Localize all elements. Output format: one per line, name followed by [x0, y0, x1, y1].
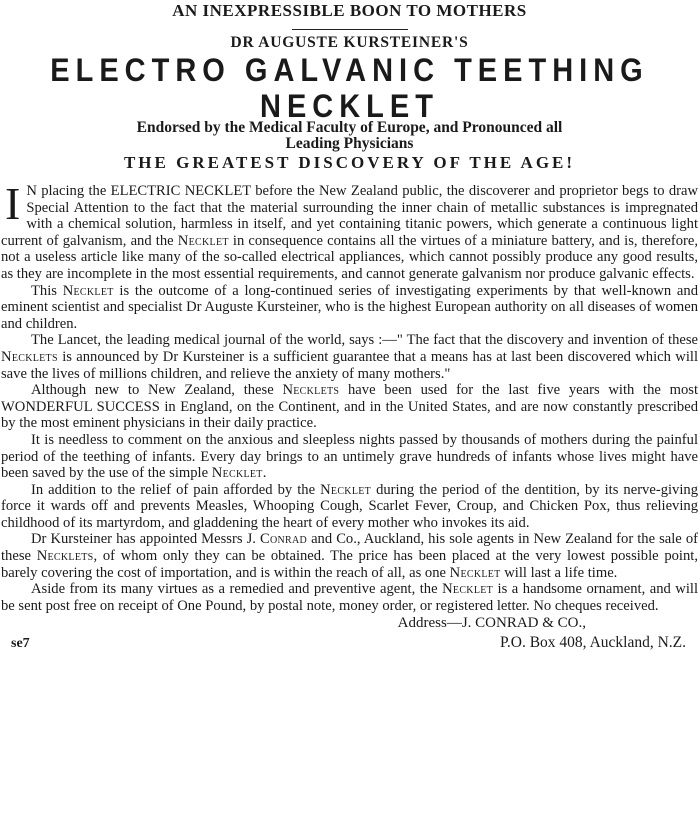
paragraph-1: I N placing the ELECTRIC NECKLET before the New Zealand public, the discoverer and proprietor begs to draw Special Attention to the fact that the material surrounding the inner chain of metallic substances is impregnated with a chemical solution, harmless in itself, and yet containing titanic powers, which generate a continuous light current of galvanism, and the Necklet in consequence contains all the virtues of a miniature battery, and is, therefore, not a useless article like many of the so-called electrical appliances, which cannot possibly produce any good results, as they are incomplete in the most essential requirements, and cannot generate galvanism nor produce galvanic effects. [1, 178, 698, 282]
paragraph-5: It is needless to comment on the anxious and sleepless nights passed by thousands of mothers during the painful period of the teething of infants. Every day brings to an untimely grave hundreds of infants whose lives might have been saved by the use of the simple Necklet. [1, 431, 698, 482]
divider-rule [292, 29, 408, 30]
newspaper-advertisement [0, 1, 700, 817]
greatest-discovery-heading: THE GREATEST DISCOVERY OF THE AGE! [123, 153, 576, 172]
po-box-address: P.O. Box 408, Auckland, N.Z. [500, 634, 686, 652]
endorsed-line-2: Leading Physicians [285, 135, 414, 152]
paragraph-7: Dr Kursteiner has appointed Messrs J. Conrad and Co., Auckland, his sole agents in New Zealand for the sale of these Necklets, of whom only they can be obtained. The price has been placed at the very lowest possible point, barely covering the cost of importation, and is within the reach of all, as one Necklet will last a life time. [1, 531, 698, 581]
endorsed-line-1: Endorsed by the Medical Faculty of Europe, and Pronounced all [136, 119, 563, 136]
drop-cap: I [5, 178, 21, 229]
paragraph-6: In addition to the relief of pain afforded by the Necklet during the period of the dentition, by its nerve-giving force it wards off and prevents Measles, Whooping Cough, Scarlet Fever, Croup, and Chicken Pox, thus relieving childhood of its martyrdom, and gladdening the heart of every mother who invokes its aid. [1, 481, 698, 531]
pobox-line [1, 633, 698, 652]
address-line: Address—J. CONRAD & CO., [397, 615, 586, 632]
paragraph-2: This Necklet is the outcome of a long-continued series of investigating experiments by that well-known and eminent scientist and specialist Dr Auguste Kursteiner, who is the highest European authority on all diseases of women and children. [1, 282, 699, 332]
top-heading: AN INEXPRESSIBLE BOON TO MOTHERS [172, 1, 527, 20]
paragraph-3: The Lancet, the leading medical journal of the world, says :—" The fact that the discovery and invention of these Necklets is announced by Dr Kursteiner is a sufficient guarantee that a means has at last been discovered which will save the lives of millions children, and relieve the anxiety of many mothers." [1, 332, 698, 382]
ad-reference-code: se7 [11, 636, 30, 652]
ad-body [1, 178, 699, 614]
paragraph-8: Aside from its many virtues as a remedied and preventive agent, the Necklet is a handsome ornament, and will be sent post free on receipt of One Pound, by postal note, money order, or registered letter. No cheques received. [1, 581, 698, 614]
headline: ELECTRO GALVANIC TEETHING NECKLET [50, 53, 649, 125]
paragraph-4: Although new to New Zealand, these Necklets have been used for the last five years with the most WONDERFUL SUCCESS in England, on the Continent, and in the United States, and are now constantly prescribed by the most eminent physicians in their daily practice. [1, 382, 699, 432]
byline: DR AUGUSTE KURSTEINER'S [230, 34, 469, 51]
